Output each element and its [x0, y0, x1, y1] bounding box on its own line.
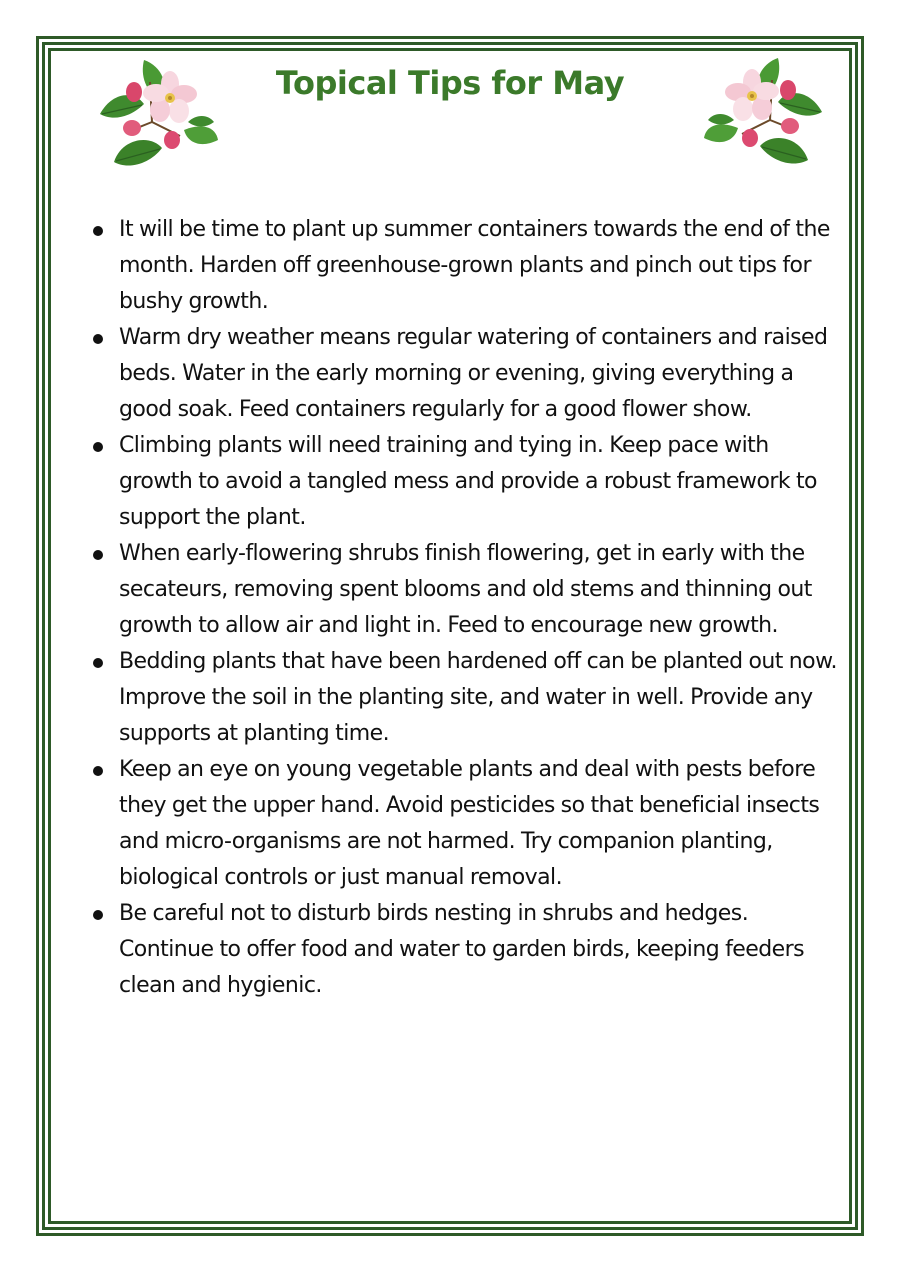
tip-text: Warm dry weather means regular watering of containers and raised beds. Water in the early morning or evening, giving everything a good soak. Feed containers regularly for a good flower show.: [119, 325, 828, 422]
bullet-icon: [93, 442, 103, 452]
page-title: Topical Tips for May: [275, 64, 625, 102]
tip-text: Be careful not to disturb birds nesting in shrubs and hedges. Continue to offer food and water to garden birds, keeping feeders clean and hygienic.: [119, 901, 805, 998]
tips-list: [90, 212, 846, 1004]
list-item: [90, 644, 846, 752]
tip-text: It will be time to plant up summer containers towards the end of the month. Harden off greenhouse-grown plants and pinch out tips for bushy growth.: [119, 217, 830, 314]
list-item: [90, 428, 846, 536]
bullet-icon: [93, 658, 103, 668]
tip-text: Keep an eye on young vegetable plants and deal with pests before they get the upper hand. Avoid pesticides so that beneficial insects and micro-organisms are not harmed. Try companion planting, biological controls or just manual removal.: [119, 757, 820, 890]
list-item: [90, 896, 846, 1004]
tip-text: Climbing plants will need training and tying in. Keep pace with growth to avoid a tangled mess and provide a robust framework to support the plant.: [119, 433, 817, 530]
list-item: [90, 320, 846, 428]
list-item: [90, 212, 846, 320]
bullet-icon: [93, 226, 103, 236]
bullet-icon: [93, 910, 103, 920]
list-item: [90, 536, 846, 644]
tip-text: Bedding plants that have been hardened off can be planted out now. Improve the soil in the planting site, and water in well. Provide any supports at planting time.: [119, 649, 837, 746]
bullet-icon: [93, 550, 103, 560]
tip-text: When early-flowering shrubs finish flowering, get in early with the secateurs, removing spent blooms and old stems and thinning out growth to allow air and light in. Feed to encourage new growth.: [119, 541, 812, 638]
bullet-icon: [93, 334, 103, 344]
list-item: [90, 752, 846, 896]
bullet-icon: [93, 766, 103, 776]
